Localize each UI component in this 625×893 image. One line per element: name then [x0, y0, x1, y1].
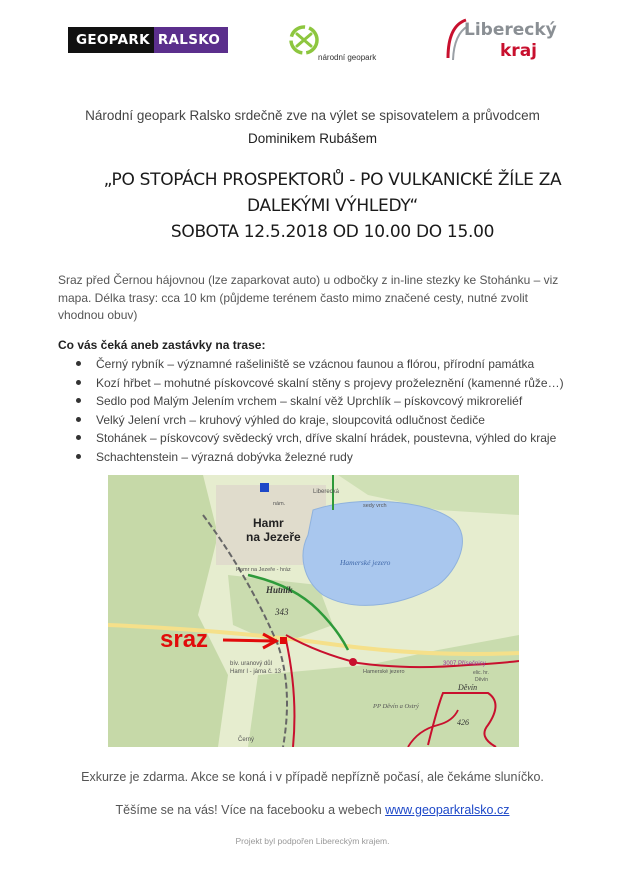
map-label-devin: Děvín [458, 683, 478, 692]
map-label-bus-stop: Hamr na Jezeře - hráz [236, 567, 291, 573]
logo-geopark-text: GEOPARK [68, 27, 154, 53]
free-notice: Exkurze je zdarma. Akce se koná i v případě nepřízně počasí, ale čekáme sluníčko. [81, 770, 544, 784]
event-title-line2: DALEKÝMI VÝHLEDY“ [247, 196, 418, 216]
facebook-text: Těšíme se na vás! Více na facebooku a webech [115, 803, 386, 817]
map-label-devin-elevation: 426 [457, 718, 469, 727]
geopark-ralsko-logo [68, 27, 228, 53]
map-label-town: Hamr [253, 516, 284, 530]
map-label-elc: Děvín [475, 677, 489, 683]
map-label-elc: elic. hr. [473, 670, 489, 676]
map-label-pp: PP Děvín a Ostrý [373, 703, 419, 710]
map-label-sedy-vrch: sedy vrch [363, 503, 387, 509]
map-label-cerny: Černý [238, 737, 255, 743]
list-item: Velký Jelení vrch – kruhový výhled do kraje, sloupcovitá odlučnost čediče [76, 411, 564, 430]
invitation-text: Národní geopark Ralsko srdečně zve na výlet se spisovatelem a průvodcem [85, 108, 540, 123]
map-label-bus-stop-lake: Hamerské jezero [363, 669, 405, 675]
funding-credit: Projekt byl podpořen Libereckým krajem. [235, 836, 390, 846]
map-label-mine: Hamr I - jáma č. 13 [230, 669, 282, 675]
map-label-hill: Hutník [266, 585, 293, 595]
map-label-hill-elevation: 343 [275, 607, 289, 617]
parking-icon [260, 483, 269, 492]
website-link[interactable]: www.geoparkralsko.cz [385, 803, 510, 817]
map-label-mine: bív. uranový důl [230, 661, 272, 667]
event-title-line1: „PO STOPÁCH PROSPEKTORŮ - PO VULKANICKÉ ŽÍLE ZA [103, 170, 562, 190]
stops-list [76, 355, 564, 466]
meeting-info: Sraz před Černou hájovnou (lze zaparkovat auto) u odbočky z in-line stezky ke Stohánku – viz mapa. Délka trasy: cca 10 km (půjdeme terénem často mimo značené cesty, nutné zvolit vhodnou obuv) [58, 273, 559, 322]
route-map [108, 475, 519, 747]
list-item: Černý rybník – významné rašeliniště se vzácnou faunou a flórou, přírodní památka [76, 355, 564, 374]
map-label-square: nám. [273, 501, 286, 507]
liberecky-kraj-logo [444, 16, 559, 64]
map-label-town: na Jezeře [246, 530, 301, 544]
liberecky-word: Liberecký [464, 20, 557, 40]
bus-stop-icon [349, 658, 357, 666]
logo-ralsko-text: RALSKO [154, 27, 228, 53]
map-label-sraz: sraz [160, 626, 209, 653]
stops-heading: Co vás čeká aneb zastávky na trase: [58, 338, 266, 352]
list-item: Kozí hřbet – mohutné pískovcové skalní stěny s projevy proželeznění (kamenné růže…) [76, 374, 564, 393]
map-label-street: Liberecká [313, 489, 340, 495]
narodni-geopark-label: národní geopark [318, 53, 377, 62]
list-item: Stohánek – pískovcový svědecký vrch, dříve skalní hrádek, poustevna, výhled do kraje [76, 429, 564, 448]
meeting-point-marker [280, 637, 287, 644]
event-date: SOBOTA 12.5.2018 OD 10.00 DO 15.00 [170, 222, 495, 242]
guide-name: Dominikem Rubášem [247, 131, 378, 146]
kraj-word: kraj [500, 41, 537, 61]
list-item: Sedlo pod Malým Jelením vrchem – skalní věž Uprchlík – pískovcový mikroreliéf [76, 392, 564, 411]
facebook-notice [0, 803, 625, 817]
map-label-cycle-route: 3007 Přísečnicy [443, 661, 486, 667]
list-item: Schachtenstein – výrazná dobývka železné rudy [76, 448, 564, 467]
map-label-lake: Hamerské jezero [340, 558, 391, 567]
